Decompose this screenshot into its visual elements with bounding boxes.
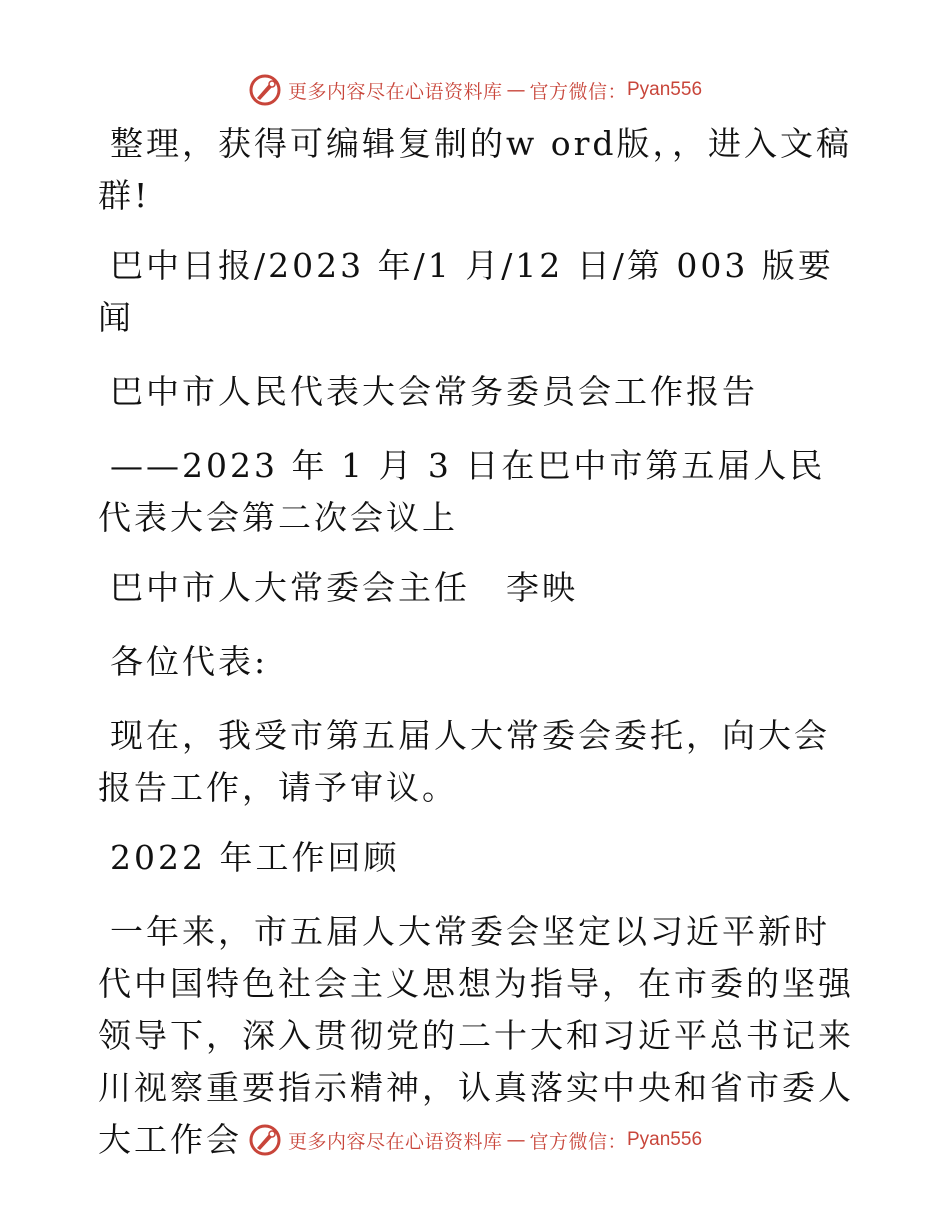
- document-author: 巴中市人大常委会主任 李映: [110, 568, 578, 607]
- watermark-wechat-id: Pyan556: [627, 79, 703, 100]
- footer-watermark: [0, 1122, 950, 1158]
- paragraph-source: 巴中日报/2023 年/1 月/12 日/第 003 版要闻: [98, 246, 834, 337]
- header-watermark: [0, 72, 950, 108]
- watermark-site-text: 更多内容尽在心语资料库: [287, 1130, 503, 1153]
- paragraph-body: 一年来，市五届人大常委会坚定以习近平新时代中国特色社会主义思想为指导，在市委的坚强领导下，深入贯彻党的二十大和习近平总书记来川视察重要指示精神，认真落实中央和省市委人大工作会: [98, 912, 854, 1159]
- watermark-separator: —: [506, 1129, 526, 1151]
- paragraph-opening: 现在，我受市第五届人大常委会委托，向大会报告工作，请予审议。: [98, 716, 830, 807]
- document-subtitle: ——2023 年 1 月 3 日在巴中市第五届人民代表大会第二次会议上: [98, 446, 826, 537]
- watermark-site-text: 更多内容尽在心语资料库: [287, 80, 503, 103]
- pen-logo-icon: [248, 73, 282, 107]
- paragraph-salutation: 各位代表:: [110, 642, 269, 681]
- pen-logo-icon: [248, 1123, 282, 1157]
- watermark-label: 官方微信：: [529, 1130, 627, 1153]
- watermark-wechat-id: Pyan556: [627, 1129, 703, 1150]
- watermark-label: 官方微信：: [529, 80, 627, 103]
- watermark-separator: —: [506, 79, 526, 101]
- section-heading: 2022 年工作回顾: [110, 838, 400, 877]
- paragraph-intro: 整理，获得可编辑复制的w ord版，，进入文稿群!: [98, 124, 853, 215]
- document-title: 巴中市人民代表大会常务委员会工作报告: [110, 372, 758, 411]
- document-body: [98, 118, 858, 1188]
